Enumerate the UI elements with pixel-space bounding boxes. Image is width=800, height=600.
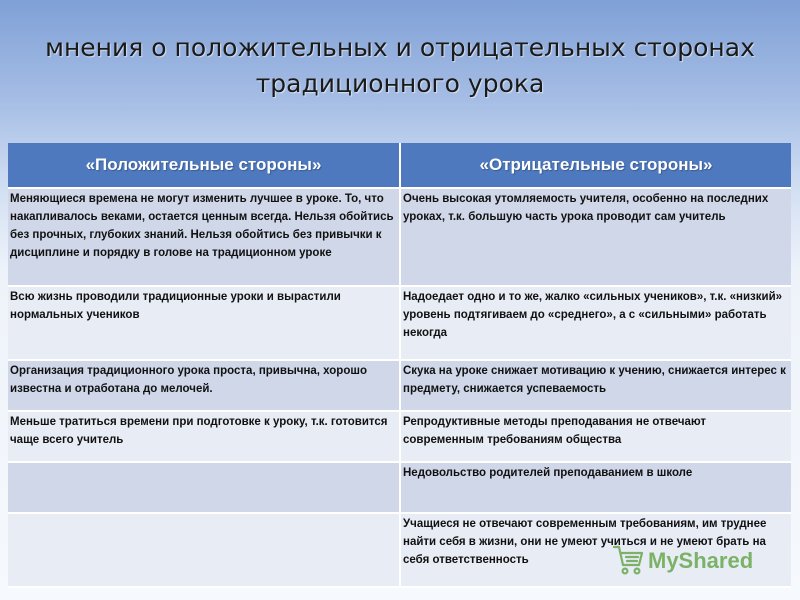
negative-cell: Репродуктивные методы преподавания не отвечают современным требованиям общества (400, 411, 791, 462)
positive-cell (8, 513, 400, 587)
positive-cell (8, 462, 400, 513)
table-row (8, 462, 791, 513)
table-row (8, 286, 791, 360)
cart-logo-icon (612, 541, 772, 577)
table-row (8, 360, 791, 411)
header-positive: «Положительные стороны» (8, 143, 400, 188)
negative-cell: Скука на уроке снижает мотивацию к учению, снижается интерес к предмету, снижается успеваемость (400, 360, 791, 411)
table-row (8, 188, 791, 286)
header-negative: «Отрицательные стороны» (400, 143, 791, 188)
positive-cell: Всю жизнь проводили традиционные уроки и вырастили нормальных учеников (8, 286, 400, 360)
slide-title-line-2: традиционного урока (255, 69, 545, 98)
slide-title (20, 30, 780, 102)
negative-cell: Очень высокая утомляемость учителя, особенно на последних уроках, т.к. большую часть урока проводит сам учитель (400, 188, 791, 286)
comparison-table (8, 143, 791, 588)
negative-cell: Учащиеся не отвечают современным требованиям, им труднее найти себя в жизни, они не умеют учиться и не умеют брать на себя ответственность (400, 513, 791, 587)
positive-cell: Организация традиционного урока проста, привычна, хорошо известна и отработана до мелочей. (8, 360, 400, 411)
watermark-text: MyShared (648, 548, 754, 573)
table-header-row (8, 143, 791, 188)
positive-cell: Меняющиеся времена не могут изменить лучшее в уроке. То, что накапливалось веками, остается ценным всегда. Нельзя обойтись без прочных, глубоких знаний. Нельзя обойтись без привычки к дисциплине и порядку в голове на традиционном уроке (8, 188, 400, 286)
table-row (8, 411, 791, 462)
positive-cell: Меньше тратиться времени при подготовке к уроку, т.к. готовится чаще всего учитель (8, 411, 400, 462)
negative-cell: Надоедает одно и то же, жалко «сильных учеников», т.к. «низкий» уровень подтягиваем до «среднего», а с «сильными» работать некогда (400, 286, 791, 360)
negative-cell: Недовольство родителей преподаванием в школе (400, 462, 791, 513)
watermark-logo (612, 541, 772, 577)
slide-title-line-1: мнения о положительных и отрицательных сторонах (45, 33, 755, 62)
